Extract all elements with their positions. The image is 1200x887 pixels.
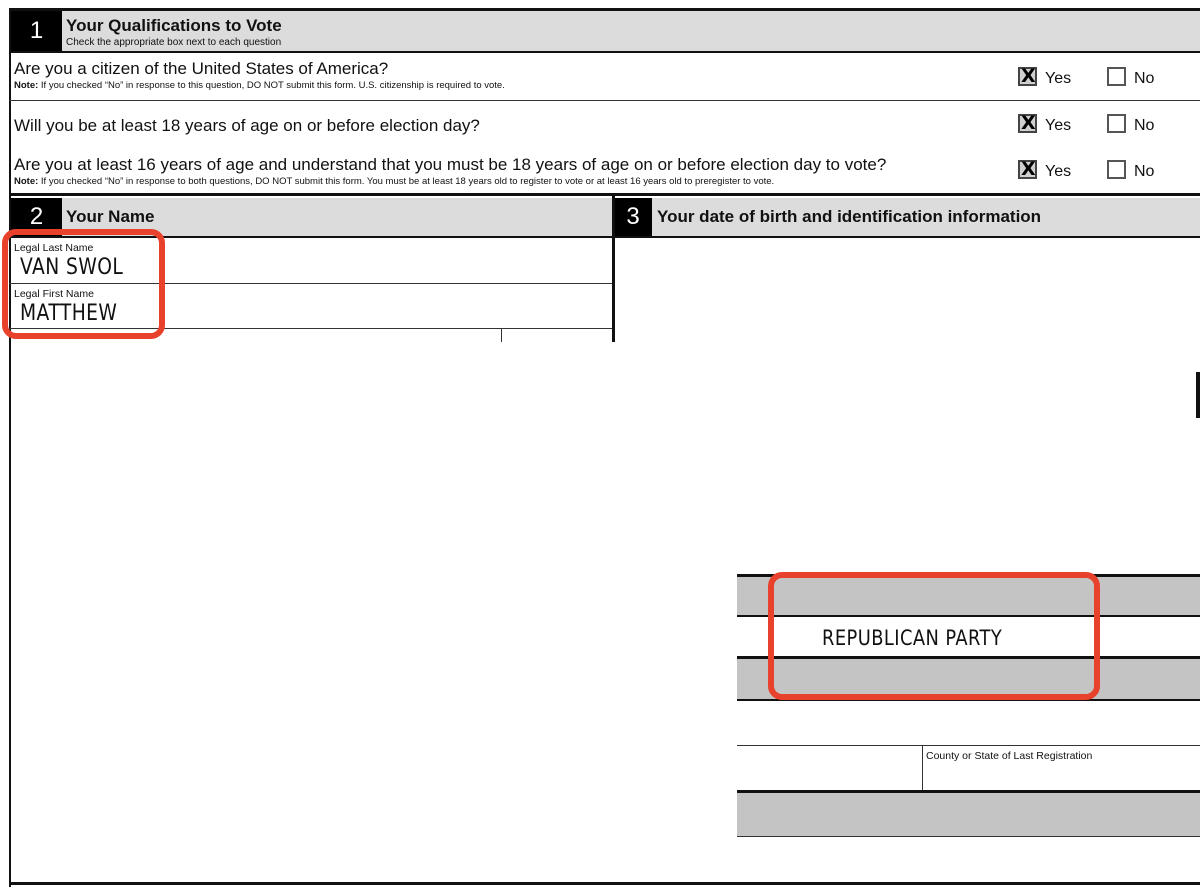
q1-divider — [9, 100, 1200, 101]
age16-yes-checkbox[interactable] — [1018, 160, 1037, 179]
check-x-icon: X — [1021, 112, 1036, 134]
section2-title: Your Name — [66, 207, 155, 226]
section2-header-bottom — [9, 236, 1200, 238]
age18-no-label: No — [1134, 117, 1155, 134]
age16-no-label: No — [1134, 163, 1155, 180]
citizenship-yes-checkbox[interactable] — [1018, 67, 1037, 86]
first-name-label: Legal First Name — [14, 288, 94, 300]
question-age-18: Will you be at least 18 years of age on or before election day? — [14, 116, 480, 135]
name-highlight-box — [2, 229, 165, 339]
registration-divider — [922, 745, 923, 791]
registration-line-top — [737, 745, 1200, 746]
suffix-divider — [501, 328, 502, 342]
section1-title: Your Qualifications to Vote — [66, 16, 282, 35]
party-highlight-box — [768, 572, 1100, 700]
citizenship-no-label: No — [1134, 70, 1155, 87]
question-age-16-note: Note: If you checked “No” in response to both questions, DO NOT submit this form. You must be at least 18 years old to register to vote or at least 16 years old to preregister to vote. — [14, 176, 775, 187]
question-citizenship-note: Note: If you checked “No” in response to this question, DO NOT submit this form. U.S. citizenship is required to vote. — [14, 80, 505, 91]
section3-number: 3 — [614, 198, 652, 236]
age18-yes-checkbox[interactable] — [1018, 114, 1037, 133]
section-divider — [612, 196, 615, 342]
age16-no-checkbox[interactable] — [1107, 160, 1126, 179]
question-age-16: Are you at least 16 years of age and understand that you must be 18 years of age on or before election day to vote? — [14, 155, 887, 174]
section1-bottom — [9, 193, 1200, 196]
check-x-icon: X — [1021, 158, 1036, 180]
first-name-value[interactable]: MATTHEW — [20, 301, 118, 326]
page-left-border — [9, 8, 11, 887]
age18-yes-label: Yes — [1045, 117, 1072, 134]
section1-header-bottom — [9, 51, 1200, 53]
age18-no-checkbox[interactable] — [1107, 114, 1126, 133]
registration-band — [737, 793, 1200, 836]
county-last-registration-label: County or State of Last Registration — [926, 750, 1093, 762]
last-name-value[interactable]: VAN SWOL — [20, 255, 124, 280]
citizenship-yes-label: Yes — [1045, 70, 1072, 87]
section1-number: 1 — [11, 11, 62, 51]
age16-yes-label: Yes — [1045, 163, 1072, 180]
section1-subtitle: Check the appropriate box next to each question — [66, 37, 282, 48]
registration-band-bottom — [737, 836, 1200, 837]
citizenship-no-checkbox[interactable] — [1107, 67, 1126, 86]
id-info-right-tick — [1196, 372, 1200, 418]
section2-number: 2 — [11, 198, 62, 236]
check-x-icon: X — [1021, 65, 1036, 87]
page-bottom-border — [9, 882, 1200, 885]
question-citizenship: Are you a citizen of the United States of America? — [14, 59, 389, 78]
party-value[interactable]: REPUBLICAN PARTY — [822, 626, 1003, 650]
last-name-label: Legal Last Name — [14, 242, 94, 254]
section3-title: Your date of birth and identification information — [657, 207, 1042, 226]
